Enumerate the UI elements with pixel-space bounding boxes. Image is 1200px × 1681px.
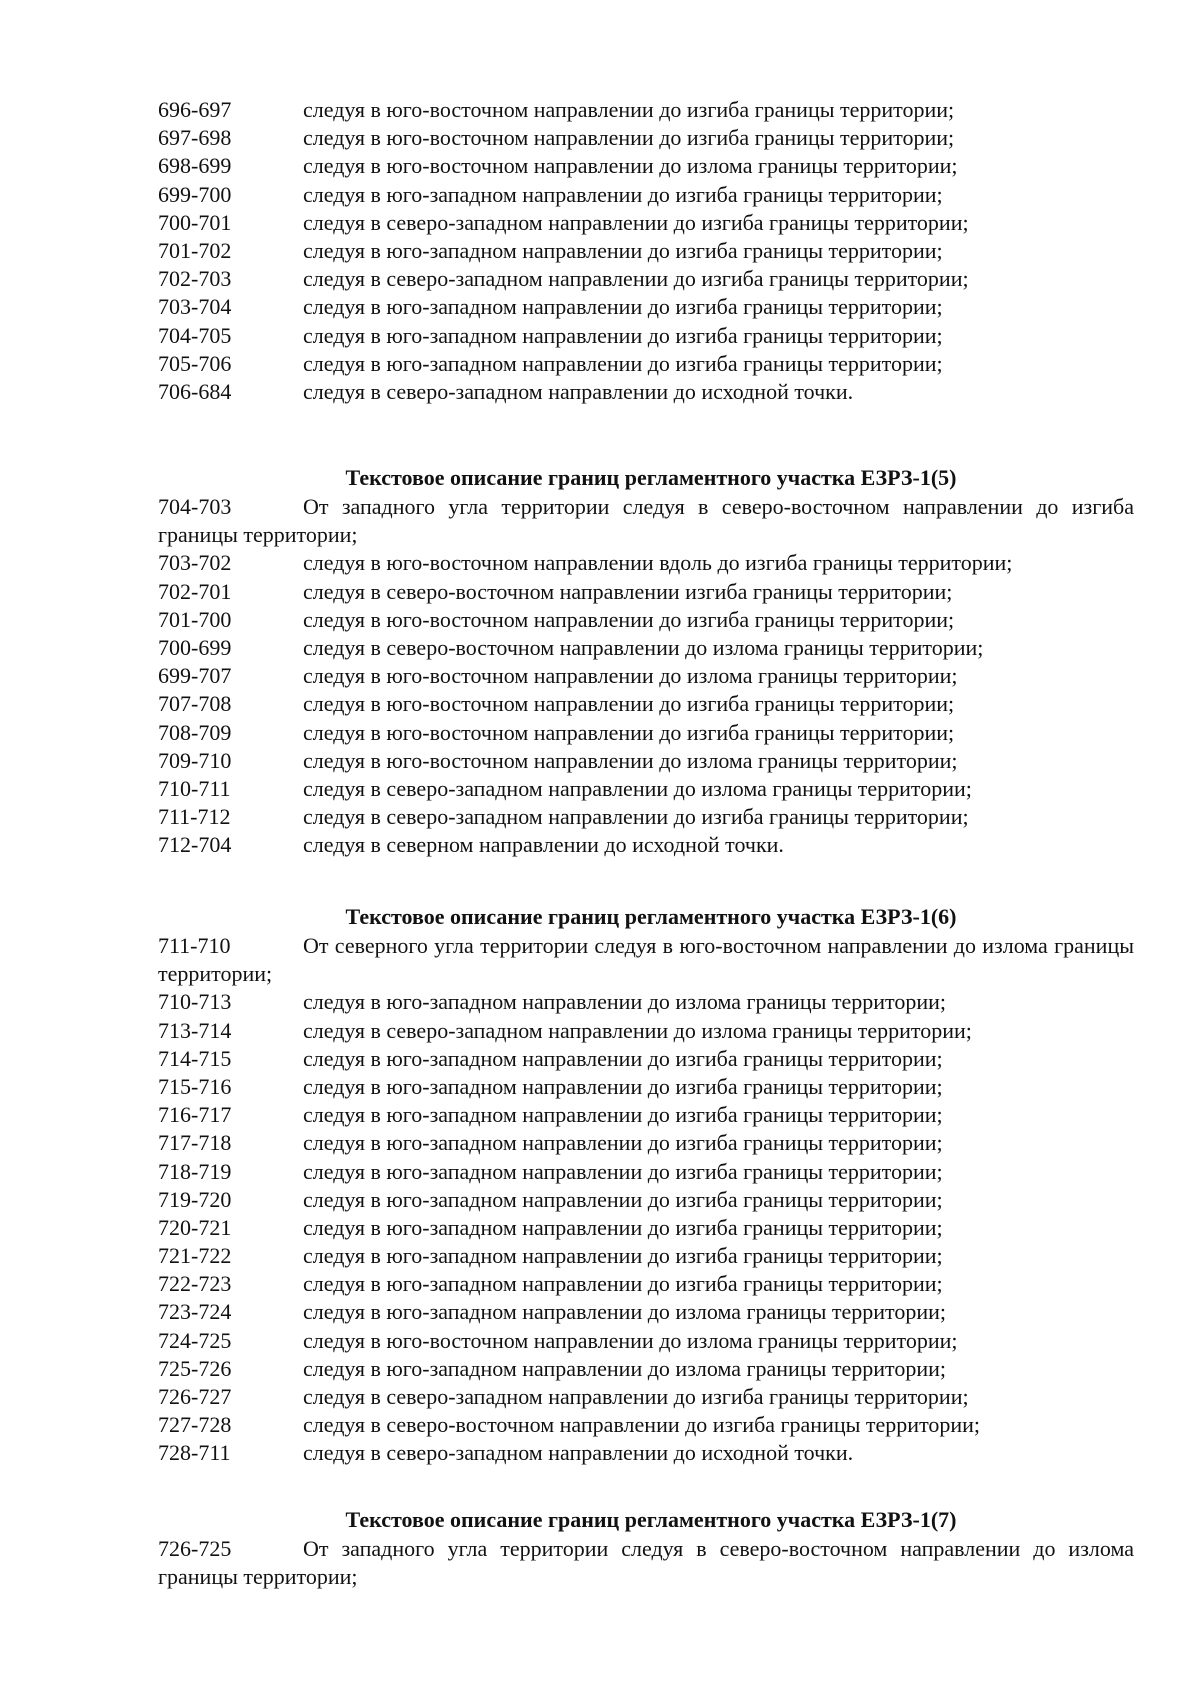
row-text: следуя в юго-восточном направлении до изгиба границы территории; (303, 719, 955, 745)
row-number: 703-704 (158, 294, 232, 320)
row-number: 711-712 (158, 804, 231, 830)
section-intro (158, 1535, 1134, 1591)
table-row (158, 322, 1134, 350)
row-number: 728-711 (158, 1440, 231, 1466)
row-text: следуя в северо-западном направлении до изгиба границы территории; (303, 804, 969, 830)
row-text: следуя в юго-западном направлении до изгиба границы территории; (303, 1271, 943, 1297)
row-number: 713-714 (158, 1017, 232, 1043)
row-number: 700-701 (158, 209, 232, 235)
table-row (158, 1298, 1134, 1326)
table-row (158, 1101, 1134, 1129)
table-row (158, 1017, 1134, 1045)
section-heading: Текстовое описание границ регламентного участка ЕЗРЗ-1(7) (345, 1507, 957, 1532)
row-text: следуя в юго-западном направлении до изгиба границы территории; (303, 1214, 943, 1240)
row-text: следуя в северо-западном направлении до излома границы территории; (303, 1017, 972, 1043)
row-text: следуя в юго-восточном направлении до изгиба границы территории; (303, 691, 955, 717)
section-heading: Текстовое описание границ регламентного участка ЕЗРЗ-1(5) (345, 465, 957, 490)
row-number: 700-699 (158, 634, 232, 660)
row-text: следуя в юго-восточном направлении до изгиба границы территории; (303, 125, 955, 151)
table-row (158, 1073, 1134, 1101)
table-row (158, 549, 1134, 577)
row-text: От западного угла территории следуя в северо-восточном направлении до изгиба границы территории; (158, 494, 1134, 548)
table-row (158, 265, 1134, 293)
row-number: 704-703 (158, 494, 232, 519)
row-text: следуя в юго-западном направлении до изгиба границы территории; (303, 1186, 943, 1212)
row-number: 721-722 (158, 1243, 232, 1269)
table-row (158, 1327, 1134, 1355)
table-row (158, 1383, 1134, 1411)
row-text: следуя в юго-западном направлении до изгиба границы территории; (303, 322, 943, 348)
table-row (158, 1214, 1134, 1242)
row-text: следуя в юго-западном направлении до излома границы территории; (303, 989, 947, 1015)
row-text: следуя в северо-восточном направлении до излома границы территории; (303, 634, 984, 660)
row-text: следуя в юго-восточном направлении до излома границы территории; (303, 747, 958, 773)
row-number: 726-727 (158, 1384, 232, 1410)
row-text: следуя в юго-восточном направлении до излома границы территории; (303, 663, 958, 689)
row-text: следуя в юго-восточном направлении до излома границы территории; (303, 1327, 958, 1353)
row-number: 702-703 (158, 266, 232, 292)
row-text: следуя в северо-западном направлении до изгиба границы территории; (303, 266, 969, 292)
table-row (158, 209, 1134, 237)
row-number: 705-706 (158, 350, 232, 376)
row-text: следуя в юго-западном направлении до изгиба границы территории; (303, 181, 943, 207)
row-text: следуя в юго-западном направлении до изгиба границы территории; (303, 1073, 943, 1099)
row-number: 715-716 (158, 1073, 232, 1099)
row-text: следуя в юго-западном направлении до излома границы территории; (303, 1355, 947, 1381)
table-row (158, 1411, 1134, 1439)
row-text: От западного угла территории следуя в северо-восточном направлении до излома границы территории; (158, 1536, 1134, 1590)
table-row (158, 831, 1134, 859)
row-number: 710-713 (158, 989, 232, 1015)
table-row (158, 803, 1134, 831)
row-number: 698-699 (158, 153, 232, 179)
table-row (158, 1242, 1134, 1270)
row-text: следуя в северо-западном направлении до исходной точки. (303, 1440, 854, 1466)
row-text: следуя в юго-западном направлении до изгиба границы территории; (303, 1243, 943, 1269)
row-number: 710-711 (158, 775, 231, 801)
table-row (158, 747, 1134, 775)
section-heading: Текстовое описание границ регламентного участка ЕЗРЗ-1(6) (345, 904, 957, 929)
row-text: следуя в юго-западном направлении до изгиба границы территории; (303, 1045, 943, 1071)
row-number: 707-708 (158, 691, 232, 717)
table-row (158, 690, 1134, 718)
row-text: следуя в юго-восточном направлении до излома границы территории; (303, 153, 958, 179)
row-text: следуя в северо-западном направлении до изгиба границы территории; (303, 209, 969, 235)
row-text: следуя в юго-западном направлении до изгиба границы территории; (303, 237, 943, 263)
row-number: 716-717 (158, 1102, 232, 1128)
table-row (158, 775, 1134, 803)
row-number: 711-710 (158, 933, 231, 958)
row-number: 701-700 (158, 606, 232, 632)
section-intro (158, 493, 1134, 549)
row-text: следуя в юго-западном направлении до изгиба границы территории; (303, 350, 943, 376)
table-row (158, 578, 1134, 606)
table-row (158, 1355, 1134, 1383)
row-text: следуя в северо-восточном направлении до изгиба границы территории; (303, 1412, 981, 1438)
row-number: 722-723 (158, 1271, 232, 1297)
table-row (158, 124, 1134, 152)
table-row (158, 152, 1134, 180)
row-number: 712-704 (158, 832, 232, 858)
row-number: 727-728 (158, 1412, 232, 1438)
row-number: 726-725 (158, 1536, 232, 1561)
row-text: следуя в северо-западном направлении до излома границы территории; (303, 775, 972, 801)
section-intro (158, 932, 1134, 988)
table-row (158, 1439, 1134, 1467)
row-number: 703-702 (158, 550, 232, 576)
top-row-list (158, 96, 1134, 406)
row-number: 709-710 (158, 747, 232, 773)
row-text: следуя в северо-западном направлении до исходной точки. (303, 378, 854, 404)
row-text: следуя в северо-западном направлении до изгиба границы территории; (303, 1384, 969, 1410)
row-text: следуя в юго-восточном направлении до изгиба границы территории; (303, 606, 955, 632)
table-row (158, 181, 1134, 209)
section-7 (158, 1505, 1134, 1591)
table-row (158, 378, 1134, 406)
row-number: 699-700 (158, 181, 232, 207)
table-row (158, 1186, 1134, 1214)
row-number: 701-702 (158, 237, 232, 263)
table-row (158, 237, 1134, 265)
row-text: следуя в северо-восточном направлении изгиба границы территории; (303, 578, 953, 604)
row-number: 720-721 (158, 1214, 232, 1240)
row-number: 699-707 (158, 663, 232, 689)
row-number: 702-701 (158, 578, 232, 604)
row-text: следуя в юго-западном направлении до изгиба границы территории; (303, 1130, 943, 1156)
row-number: 718-719 (158, 1158, 232, 1184)
table-row (158, 96, 1134, 124)
row-text: следуя в юго-западном направлении до изгиба границы территории; (303, 294, 943, 320)
table-row (158, 988, 1134, 1016)
row-text: От северного угла территории следуя в юго-восточном направлении до излома границы территории; (158, 933, 1134, 987)
row-number: 696-697 (158, 97, 232, 122)
table-row (158, 350, 1134, 378)
row-text: следуя в юго-западном направлении до изгиба границы территории; (303, 1158, 943, 1184)
row-number: 706-684 (158, 378, 232, 404)
row-text: следуя в северном направлении до исходной точки. (303, 832, 784, 858)
row-number: 717-718 (158, 1130, 232, 1156)
table-row (158, 719, 1134, 747)
row-number: 725-726 (158, 1355, 232, 1381)
row-number: 724-725 (158, 1327, 232, 1353)
row-number: 714-715 (158, 1045, 232, 1071)
section-6 (158, 902, 1134, 1468)
table-row (158, 662, 1134, 690)
row-number: 697-698 (158, 125, 232, 151)
section-5 (158, 463, 1134, 859)
row-text: следуя в юго-восточном направлении вдоль до изгиба границы территории; (303, 550, 1013, 576)
table-row (158, 1129, 1134, 1157)
row-number: 719-720 (158, 1186, 232, 1212)
row-number: 708-709 (158, 719, 232, 745)
row-text: следуя в юго-восточном направлении до изгиба границы территории; (303, 97, 955, 122)
table-row (158, 1158, 1134, 1186)
row-text: следуя в юго-западном направлении до изгиба границы территории; (303, 1102, 943, 1128)
table-row (158, 1270, 1134, 1298)
row-number: 723-724 (158, 1299, 232, 1325)
row-number: 704-705 (158, 322, 232, 348)
table-row (158, 293, 1134, 321)
table-row (158, 1045, 1134, 1073)
table-row (158, 606, 1134, 634)
row-text: следуя в юго-западном направлении до излома границы территории; (303, 1299, 947, 1325)
table-row (158, 634, 1134, 662)
